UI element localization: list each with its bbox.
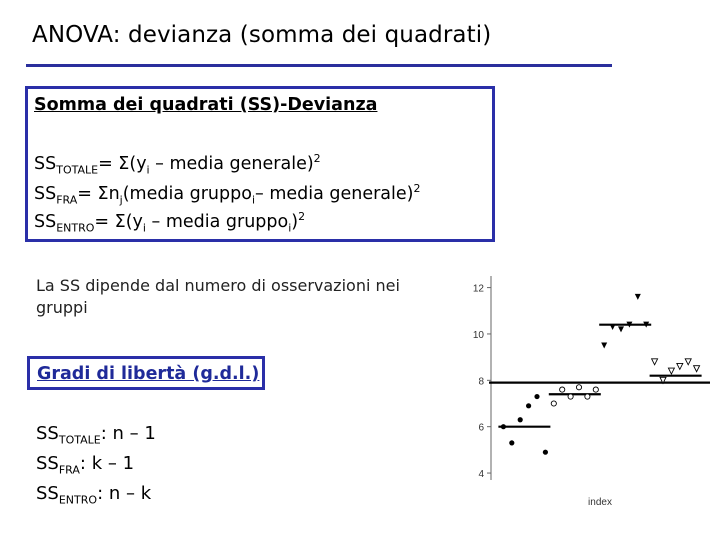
title-underline bbox=[26, 64, 612, 67]
data-point bbox=[501, 424, 506, 429]
x-axis-label: index bbox=[588, 497, 612, 508]
y-tick-label: 10 bbox=[472, 329, 484, 341]
data-point bbox=[526, 403, 531, 408]
ss-entro-formula: $SS_{ENTRO}= \Sigma(y_i$ – media gruppo$_i$)$^2$ bbox=[34, 210, 306, 235]
data-point bbox=[509, 440, 514, 445]
y-tick-label: 12 bbox=[472, 283, 484, 295]
data-point bbox=[568, 394, 573, 399]
data-point bbox=[534, 394, 539, 399]
data-point bbox=[576, 385, 581, 390]
data-point bbox=[551, 401, 556, 406]
y-tick-label: 4 bbox=[478, 469, 484, 481]
data-point bbox=[593, 387, 598, 392]
y-tick-label: 6 bbox=[478, 422, 484, 434]
data-point bbox=[518, 417, 523, 422]
y-tick-label: 8 bbox=[478, 376, 484, 388]
data-point bbox=[543, 450, 548, 455]
gdl-fra: $SS_{FRA}$: k – 1 bbox=[36, 453, 135, 477]
data-point bbox=[560, 387, 565, 392]
gdl-heading: Gradi di libertà (g.d.l.) bbox=[37, 364, 260, 384]
gdl-box bbox=[27, 356, 265, 390]
gdl-totale: $SS_{TOTALE}$: n – 1 bbox=[36, 423, 156, 447]
ss-heading: Somma dei quadrati (SS)-Devianza bbox=[34, 95, 378, 115]
observations-note: La SS dipende dal numero di osservazioni nei gruppi bbox=[36, 276, 400, 317]
ss-fra-formula: $SS_{FRA}=$ $\Sigma n_j(media$ gruppo$_i$– media generale)$^2$ bbox=[34, 182, 421, 207]
ss-totale-formula: $SS_{TOTALE}= \Sigma(y_i$ – media generale)$^2$ bbox=[34, 152, 321, 177]
data-point bbox=[585, 394, 590, 399]
anova-scatter-plot bbox=[455, 268, 710, 516]
slide-title: ANOVA: devianza (somma dei quadrati) bbox=[32, 22, 492, 48]
gdl-entro: $SS_{ENTRO}$: n – k bbox=[36, 483, 152, 507]
plot-background bbox=[455, 268, 710, 516]
